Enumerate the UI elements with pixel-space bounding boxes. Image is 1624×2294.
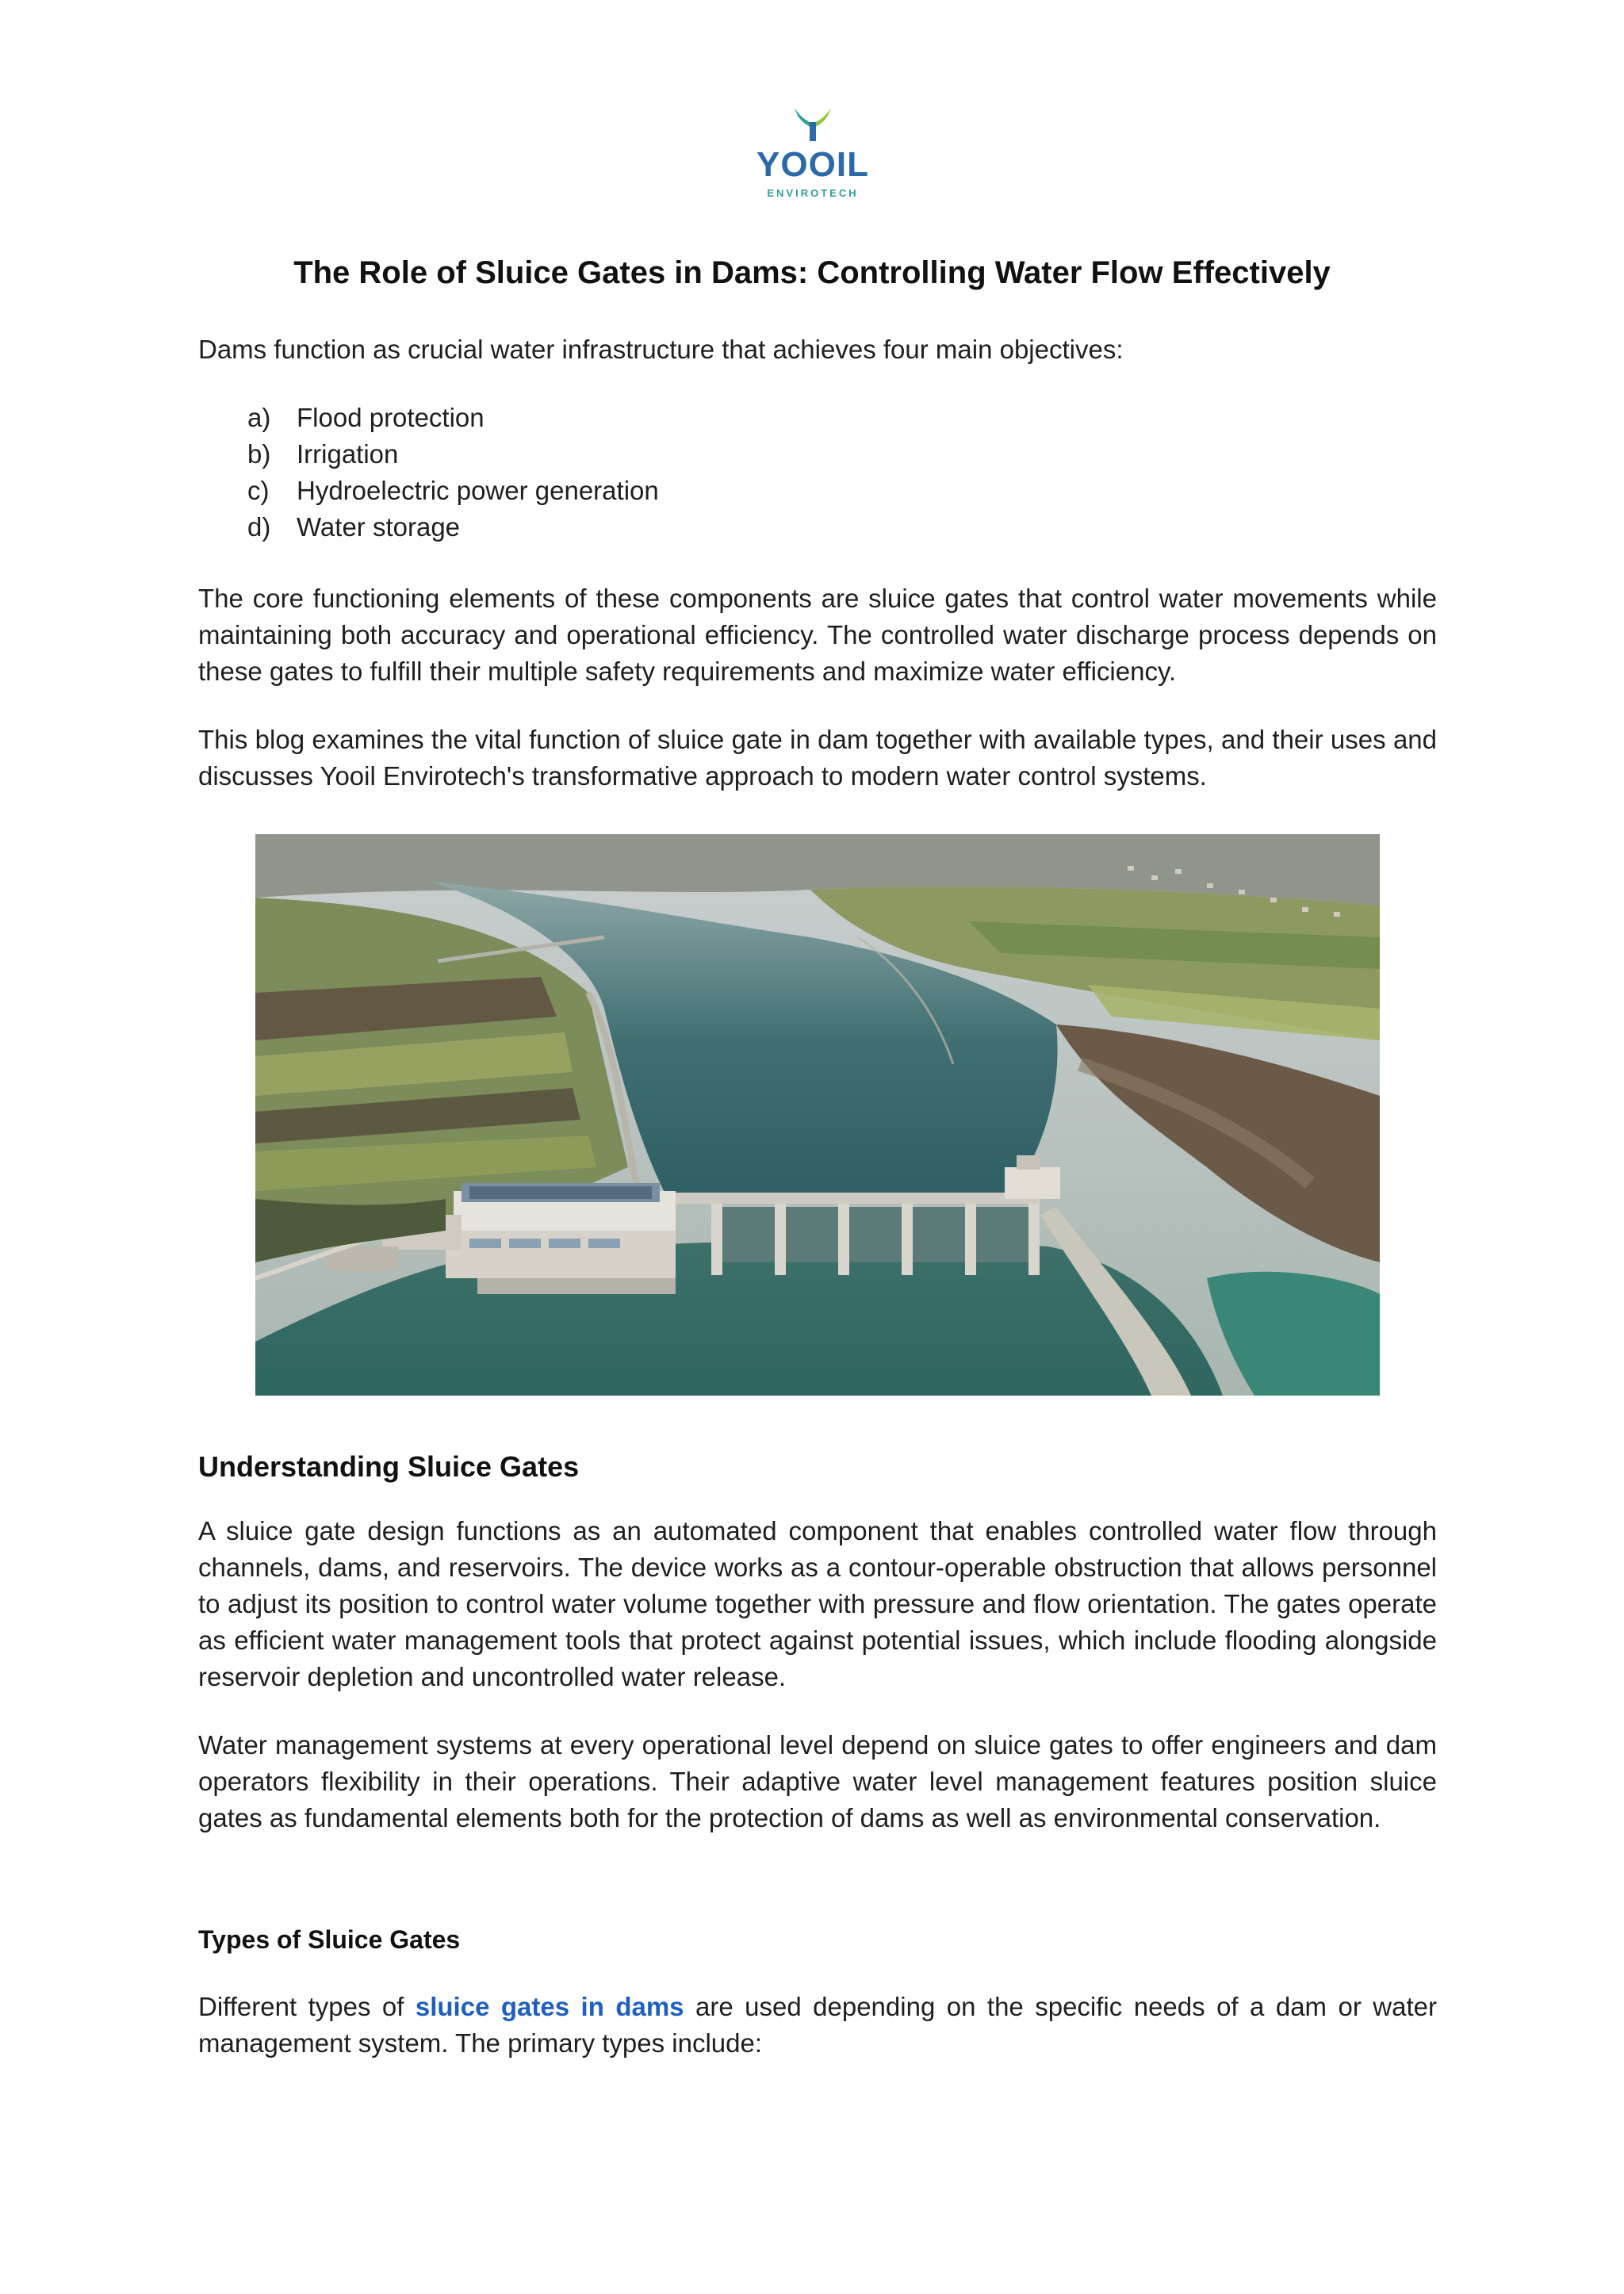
list-marker: d)	[247, 512, 271, 542]
list-item	[247, 509, 659, 546]
brand-subtitle: ENVIROTECH	[767, 187, 859, 199]
brand-name: YOOIL	[756, 145, 869, 184]
dam-illustration	[255, 834, 1380, 1396]
section2-text-after: are used depending on the specific needs of a dam or water management system. The primary types include:	[198, 1992, 1437, 2058]
section1-paragraph-2: Water management systems at every operational level depend on sluice gates to offer engineers and dam operators flexibility in their operations. Their adaptive water level management features position sluice gates as fundamental elements both for the protection of dams as well as environmental conservation.	[198, 1730, 1437, 1833]
list-marker: c)	[247, 476, 270, 505]
body-paragraph-2: This blog examines the vital function of sluice gate in dam together with available types, and their uses and discusses Yooil Envirotech's transformative approach to modern water control systems.	[198, 725, 1437, 791]
section-heading-understanding: Understanding Sluice Gates	[198, 1450, 580, 1483]
objectives-list	[247, 400, 659, 546]
leaf-logo-icon	[737, 101, 888, 149]
list-item	[247, 473, 659, 509]
list-marker: b)	[247, 439, 271, 469]
brand-logo	[737, 101, 888, 205]
dam-aerial-photo	[255, 834, 1380, 1396]
list-item	[247, 400, 659, 436]
page-title: The Role of Sluice Gates in Dams: Controlling Water Flow Effectively	[293, 255, 1331, 290]
intro-paragraph: Dams function as crucial water infrastructure that achieves four main objectives:	[198, 335, 1124, 364]
list-item	[247, 436, 659, 473]
list-item-text: Irrigation	[297, 439, 399, 469]
section2-text-before: Different types of	[198, 1992, 416, 2021]
body-paragraph-1: The core functioning elements of these components are sluice gates that control water movements while maintaining both accuracy and operational efficiency. The controlled water discharge process depends on these gates to fulfill their multiple safety requirements and maximize water efficiency.	[198, 584, 1437, 686]
sluice-gates-link[interactable]: sluice gates in dams	[415, 1992, 684, 2021]
section2-paragraph	[198, 1989, 1437, 2062]
list-item-text: Hydroelectric power generation	[297, 476, 659, 505]
list-marker: a)	[247, 403, 271, 432]
section-heading-types: Types of Sluice Gates	[198, 1925, 461, 1954]
section1-paragraph-1: A sluice gate design functions as an automated component that enables controlled water flow through channels, dams, and reservoirs. The device works as a contour-operable obstruction that allows personnel to adjust its position to control water volume together with pressure and flow orientation. The gates operate as efficient water management tools that protect against potential issues, which include flooding alongside reservoir depletion and uncontrolled water release.	[198, 1516, 1437, 1691]
list-item-text: Water storage	[297, 512, 461, 542]
list-item-text: Flood protection	[297, 403, 485, 432]
